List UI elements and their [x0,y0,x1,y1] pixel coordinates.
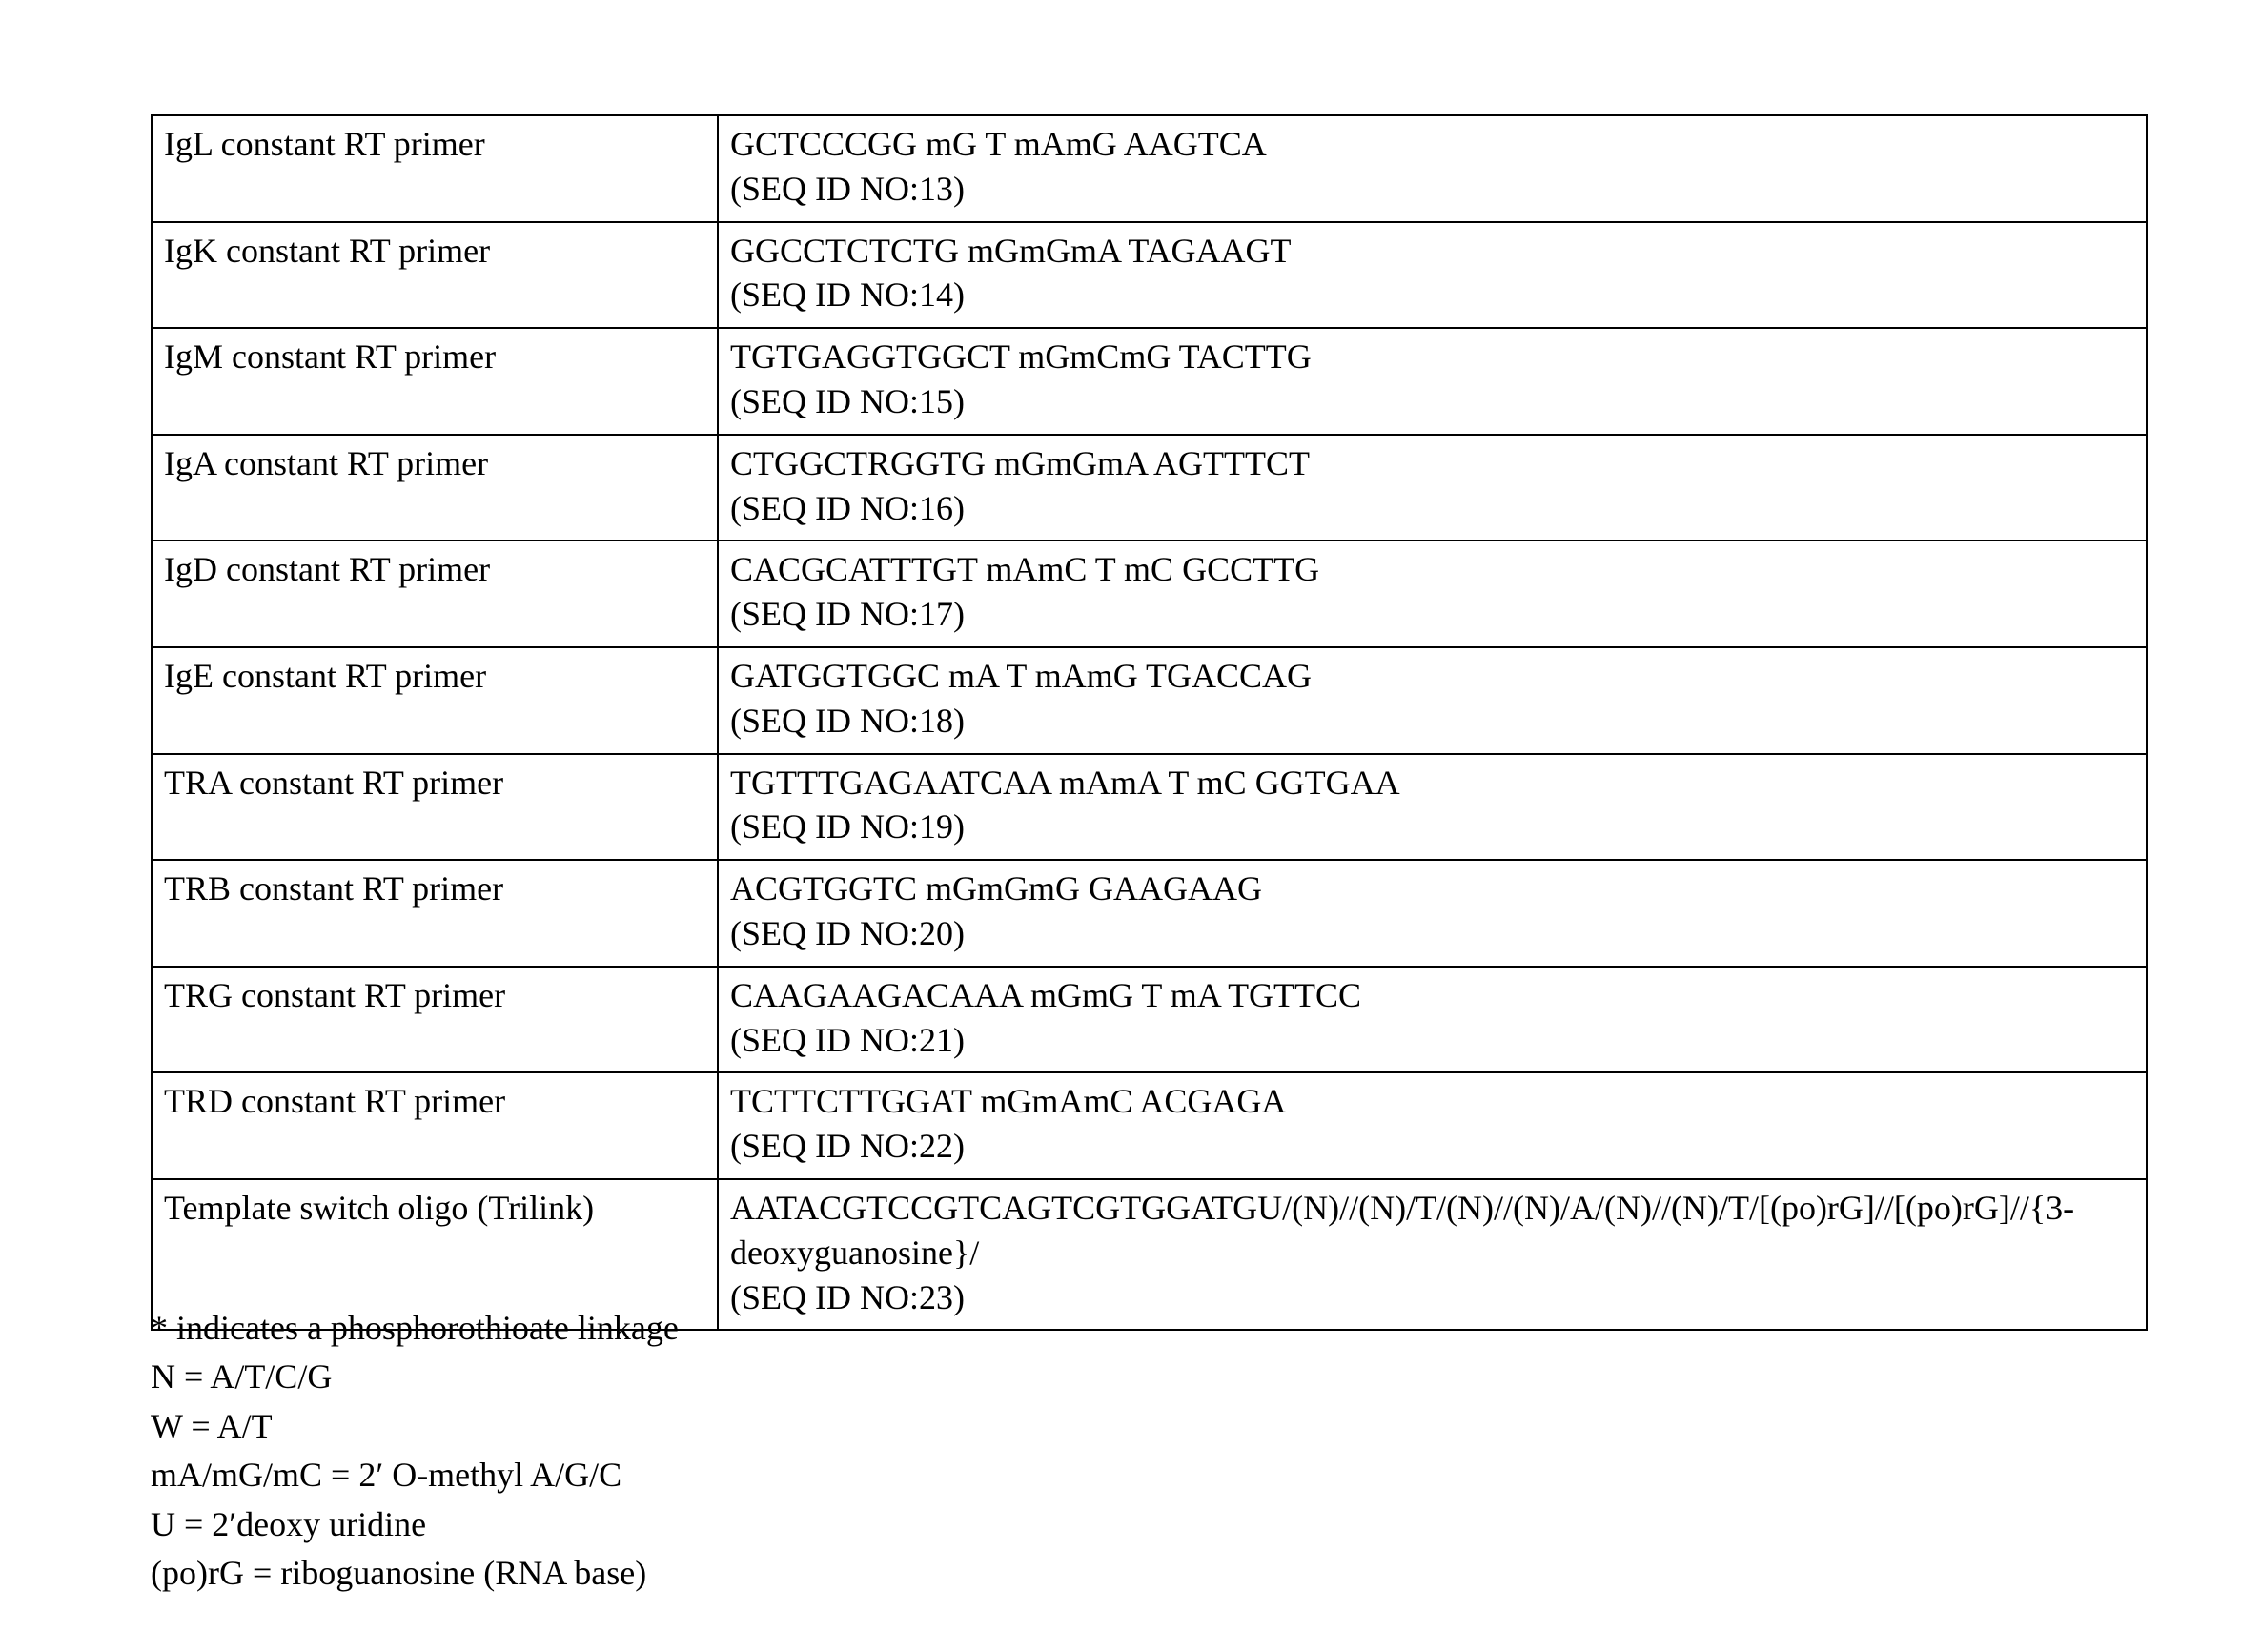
primer-sequence-cell [718,754,2147,861]
primer-sequence-cell [718,1072,2147,1179]
legend-line: mA/mG/mC = 2′ O-methyl A/G/C [151,1456,622,1495]
legend-line: * indicates a phosphorothioate linkage [151,1309,679,1347]
table-row [152,647,2147,754]
table-row [152,540,2147,647]
sequence-text: GGCCTCTCTG mGmGmA TAGAAGT [730,231,1292,270]
primer-name-cell: Template switch oligo (Trilink) [152,1179,718,1330]
table-row [152,222,2147,329]
table-row [152,967,2147,1073]
table-row [152,328,2147,435]
primer-sequence-cell [718,328,2147,435]
seq-id-text: (SEQ ID NO:13) [730,169,965,208]
legend-notes [151,1304,2105,1599]
sequence-text: ACGTGGTC mGmGmG GAAGAAG [730,869,1262,908]
table-body [152,115,2147,1330]
primer-sequence-cell [718,860,2147,967]
table-row [152,1072,2147,1179]
primer-sequence-table [151,114,2148,1331]
seq-id-text: (SEQ ID NO:20) [730,913,965,952]
legend-line: W = A/T [151,1406,273,1445]
sequence-text: TGTTTGAGAATCAA mAmA T mC GGTGAA [730,763,1400,802]
primer-sequence-cell [718,540,2147,647]
table-row [152,435,2147,541]
table-row [152,860,2147,967]
sequence-text: TGTGAGGTGGCT mGmCmG TACTTG [730,337,1312,377]
primer-sequence-cell [718,222,2147,329]
seq-id-text: (SEQ ID NO:17) [730,595,965,634]
primer-name-cell: IgD constant RT primer [152,540,718,647]
primer-sequence-cell [718,967,2147,1073]
primer-name-cell: IgA constant RT primer [152,435,718,541]
sequence-text: GATGGTGGC mA T mAmG TGACCAG [730,656,1313,695]
primer-name-cell: TRD constant RT primer [152,1072,718,1179]
seq-id-text: (SEQ ID NO:15) [730,381,965,420]
sequence-text: AATACGTCCGTCAGTCGTGGATGU/(N)//(N)/T/(N)//(N)/A/(N)//(N)/T/[(po)rG]//[(po)rG]//{3-deoxyguanosine}/ [730,1188,2075,1272]
seq-id-text: (SEQ ID NO:18) [730,701,965,740]
legend-line: (po)rG = riboguanosine (RNA base) [151,1554,647,1593]
primer-name-cell: IgM constant RT primer [152,328,718,435]
table-row [152,115,2147,222]
seq-id-text: (SEQ ID NO:21) [730,1020,965,1059]
seq-id-text: (SEQ ID NO:23) [730,1277,965,1316]
seq-id-text: (SEQ ID NO:14) [730,275,965,315]
primer-sequence-cell [718,435,2147,541]
sequence-text: TCTTCTTGGAT mGmAmC ACGAGA [730,1082,1287,1121]
legend-line: U = 2′deoxy uridine [151,1504,427,1543]
primer-name-cell: IgL constant RT primer [152,115,718,222]
sequence-text: GCTCCCGG mG T mAmG AAGTCA [730,125,1267,163]
legend-line: N = A/T/C/G [151,1357,333,1397]
sequence-text: CACGCATTTGT mAmC T mC GCCTTG [730,550,1320,589]
primer-name-cell: IgK constant RT primer [152,222,718,329]
primer-name-cell: TRG constant RT primer [152,967,718,1073]
table-row [152,754,2147,861]
primer-name-cell: IgE constant RT primer [152,647,718,754]
sequence-text: CTGGCTRGGTG mGmGmA AGTTTCT [730,443,1310,482]
primer-sequence-cell [718,115,2147,222]
primer-name-cell: TRA constant RT primer [152,754,718,861]
seq-id-text: (SEQ ID NO:19) [730,807,965,846]
primer-sequence-cell [718,647,2147,754]
sequence-text: CAAGAAGACAAA mGmG T mA TGTTCC [730,975,1362,1014]
seq-id-text: (SEQ ID NO:16) [730,488,965,527]
primer-name-cell: TRB constant RT primer [152,860,718,967]
seq-id-text: (SEQ ID NO:22) [730,1127,965,1166]
